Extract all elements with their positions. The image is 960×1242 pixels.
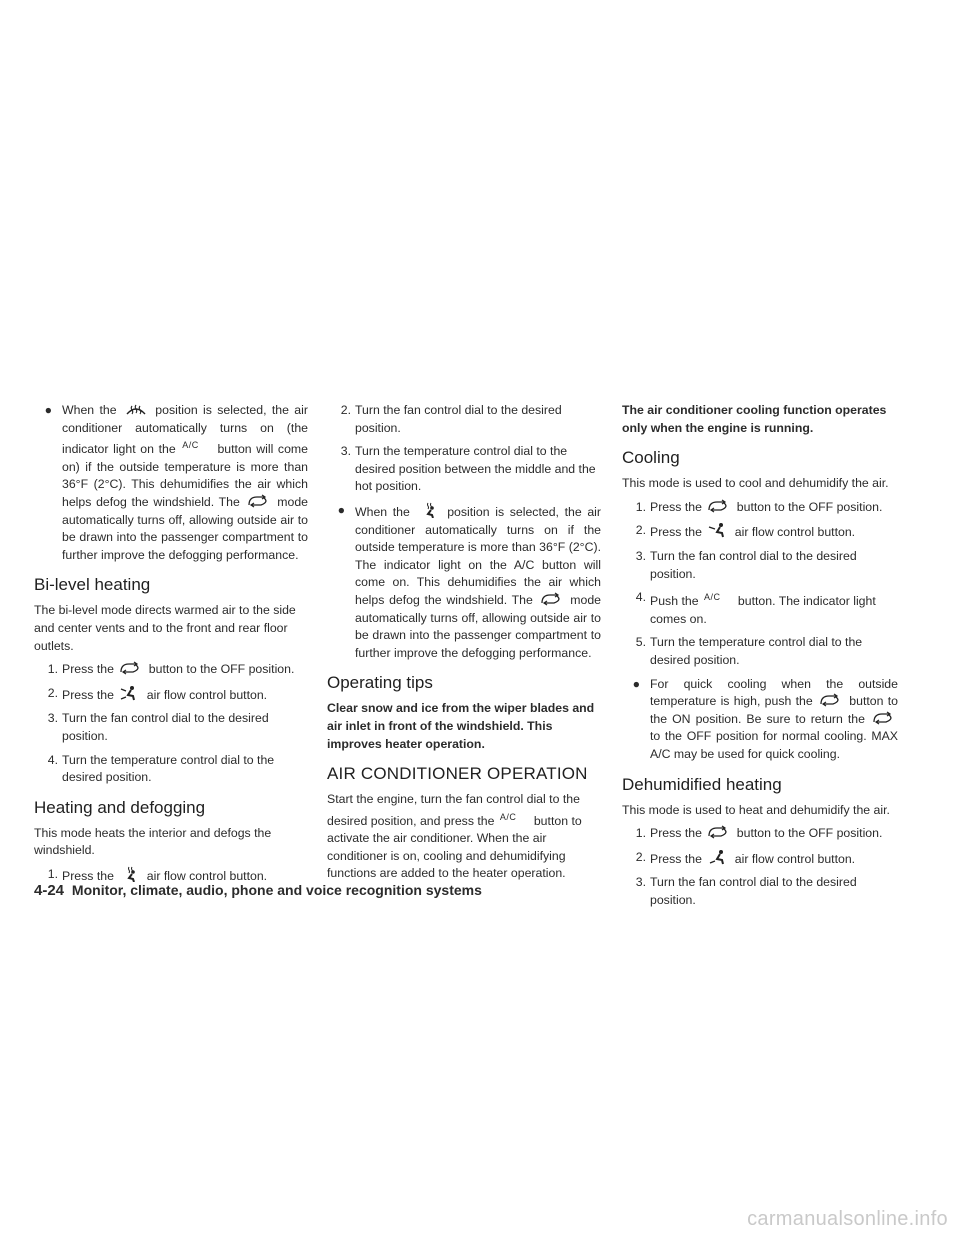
cooling-step-4: 4. Push the $^{A/C}$ button. The indicator light comes on. [635, 590, 876, 626]
heating-defogging-step-1: 1. Press the air flow control button. [47, 866, 268, 883]
bullet-quick-cooling: ● For quick cooling when the outside temperature is high, push the button to the ON position. Be sure to return the to the OFF position for normal cooling. MAX A/C may be used for quick cooling. [622, 676, 898, 764]
heading-operating-tips: Operating tips [327, 673, 433, 693]
defrost-floor-icon [418, 502, 440, 518]
dehumidified-step-3: 3. Turn the fan control dial to the desired position. [635, 875, 857, 907]
heading-heating-and-defogging: Heating and defogging [34, 797, 206, 817]
dehumidified-step-1: 1. Press the button to the OFF position. [635, 826, 883, 841]
dehumidified-step-2: 2. Press the air flow control button. [635, 849, 856, 866]
ac-operation-description: Start the engine, turn the fan control dial to the desired position, and press the $^{A/C}$ button to activate the air conditioner. When the air conditioner is on, cooling and dehumidifying functions are added to the heater operation. [327, 792, 582, 881]
ac-button-label: A/C [182, 440, 199, 451]
face-airflow-icon [707, 522, 729, 538]
page-number: 4-24 [34, 882, 65, 899]
recirculation-icon [119, 661, 143, 675]
column-1 [34, 402, 308, 891]
bullet: ● [337, 502, 345, 517]
cooling-step-5: 5. Turn the temperature control dial to the desired position. [635, 635, 863, 667]
recirculation-icon [540, 592, 564, 606]
bullet: ● [632, 676, 640, 691]
bi-level-airflow-icon [119, 685, 141, 701]
bi-level-description: The bi-level mode directs warmed air to the side and center vents and to the front and rear floor outlets. [34, 603, 296, 653]
ac-button-label: A/C [499, 811, 517, 822]
recirculation-icon [872, 711, 896, 725]
bi-level-step-3: 3. Turn the fan control dial to the desired position. [47, 711, 269, 743]
page-footer [34, 878, 914, 902]
chapter-title: Monitor, climate, audio, phone and voice recognition systems [71, 882, 482, 898]
ac-engine-note: The air conditioner cooling function operates only when the engine is running. [622, 403, 887, 435]
bi-level-step-4: 4. Turn the temperature control dial to the desired position. [47, 752, 275, 785]
dehumidified-heating-description: This mode is used to heat and dehumidify the air. [622, 802, 890, 817]
heading-air-conditioner-operation: AIR CONDITIONER OPERATION [327, 764, 588, 784]
cooling-step-1: 1. Press the button to the OFF position. [635, 499, 883, 514]
column-2 [327, 402, 601, 889]
bullet-defrost-floor-item: ● When the position is selected, the air conditioner automatically turns on if the outside temperature is more than 36°F (2°C). The indicator light on the A/C button will come on. This dehumidifies the air which helps defog the windshield. The mode automatically turns off, allowing outside air to be drawn into the passenger compartment to further improve the defogging performance. [327, 502, 601, 662]
bi-level-step-1: 1. Press the button to the OFF position. [47, 662, 295, 677]
heading-dehumidified-heating: Dehumidified heating [622, 774, 782, 794]
cooling-description: This mode is used to cool and dehumidify the air. [622, 476, 889, 491]
floor-airflow-icon [707, 849, 729, 865]
cooling-step-3: 3. Turn the fan control dial to the desired position. [635, 548, 857, 581]
heading-bi-level-heating: Bi-level heating [34, 575, 151, 595]
recirculation-icon [707, 499, 731, 513]
watermark: carmanualsonline.info [747, 1208, 948, 1230]
ac-button-label: A/C [703, 592, 721, 603]
heating-defogging-step-2: 2. Turn the fan control dial to the desired position. [340, 403, 562, 435]
heading-cooling: Cooling [622, 448, 680, 468]
recirculation-icon [819, 693, 843, 707]
column-3 [622, 402, 898, 915]
bi-level-step-2: 2. Press the air flow control button. [47, 685, 268, 702]
bullet-defrost-item: ● When the position is selected, the air conditioner automatically turns on (the indicator light on the $^{A/C}$ button will come on) if the outside temperature is more than 36°F (2°C). This dehumidifies the air which helps defog the windshield. The mode automatically turns off, allowing outside air to be drawn into the passenger compartment to further improve the defogging performance. [34, 402, 308, 564]
recirculation-icon [247, 494, 271, 508]
defrost-icon [124, 402, 148, 416]
bullet: ● [44, 403, 52, 417]
heating-defogging-step-3: 3. Turn the temperature control dial to the desired position between the middle and the hot position. [340, 444, 596, 494]
operating-tips-note: Clear snow and ice from the wiper blades and air inlet in front of the windshield. This improves heater operation. [327, 701, 595, 751]
heating-defogging-description: This mode heats the interior and defogs the windshield. [34, 825, 272, 858]
cooling-step-2: 2. Press the air flow control button. [635, 523, 856, 540]
recirculation-icon [707, 825, 731, 839]
